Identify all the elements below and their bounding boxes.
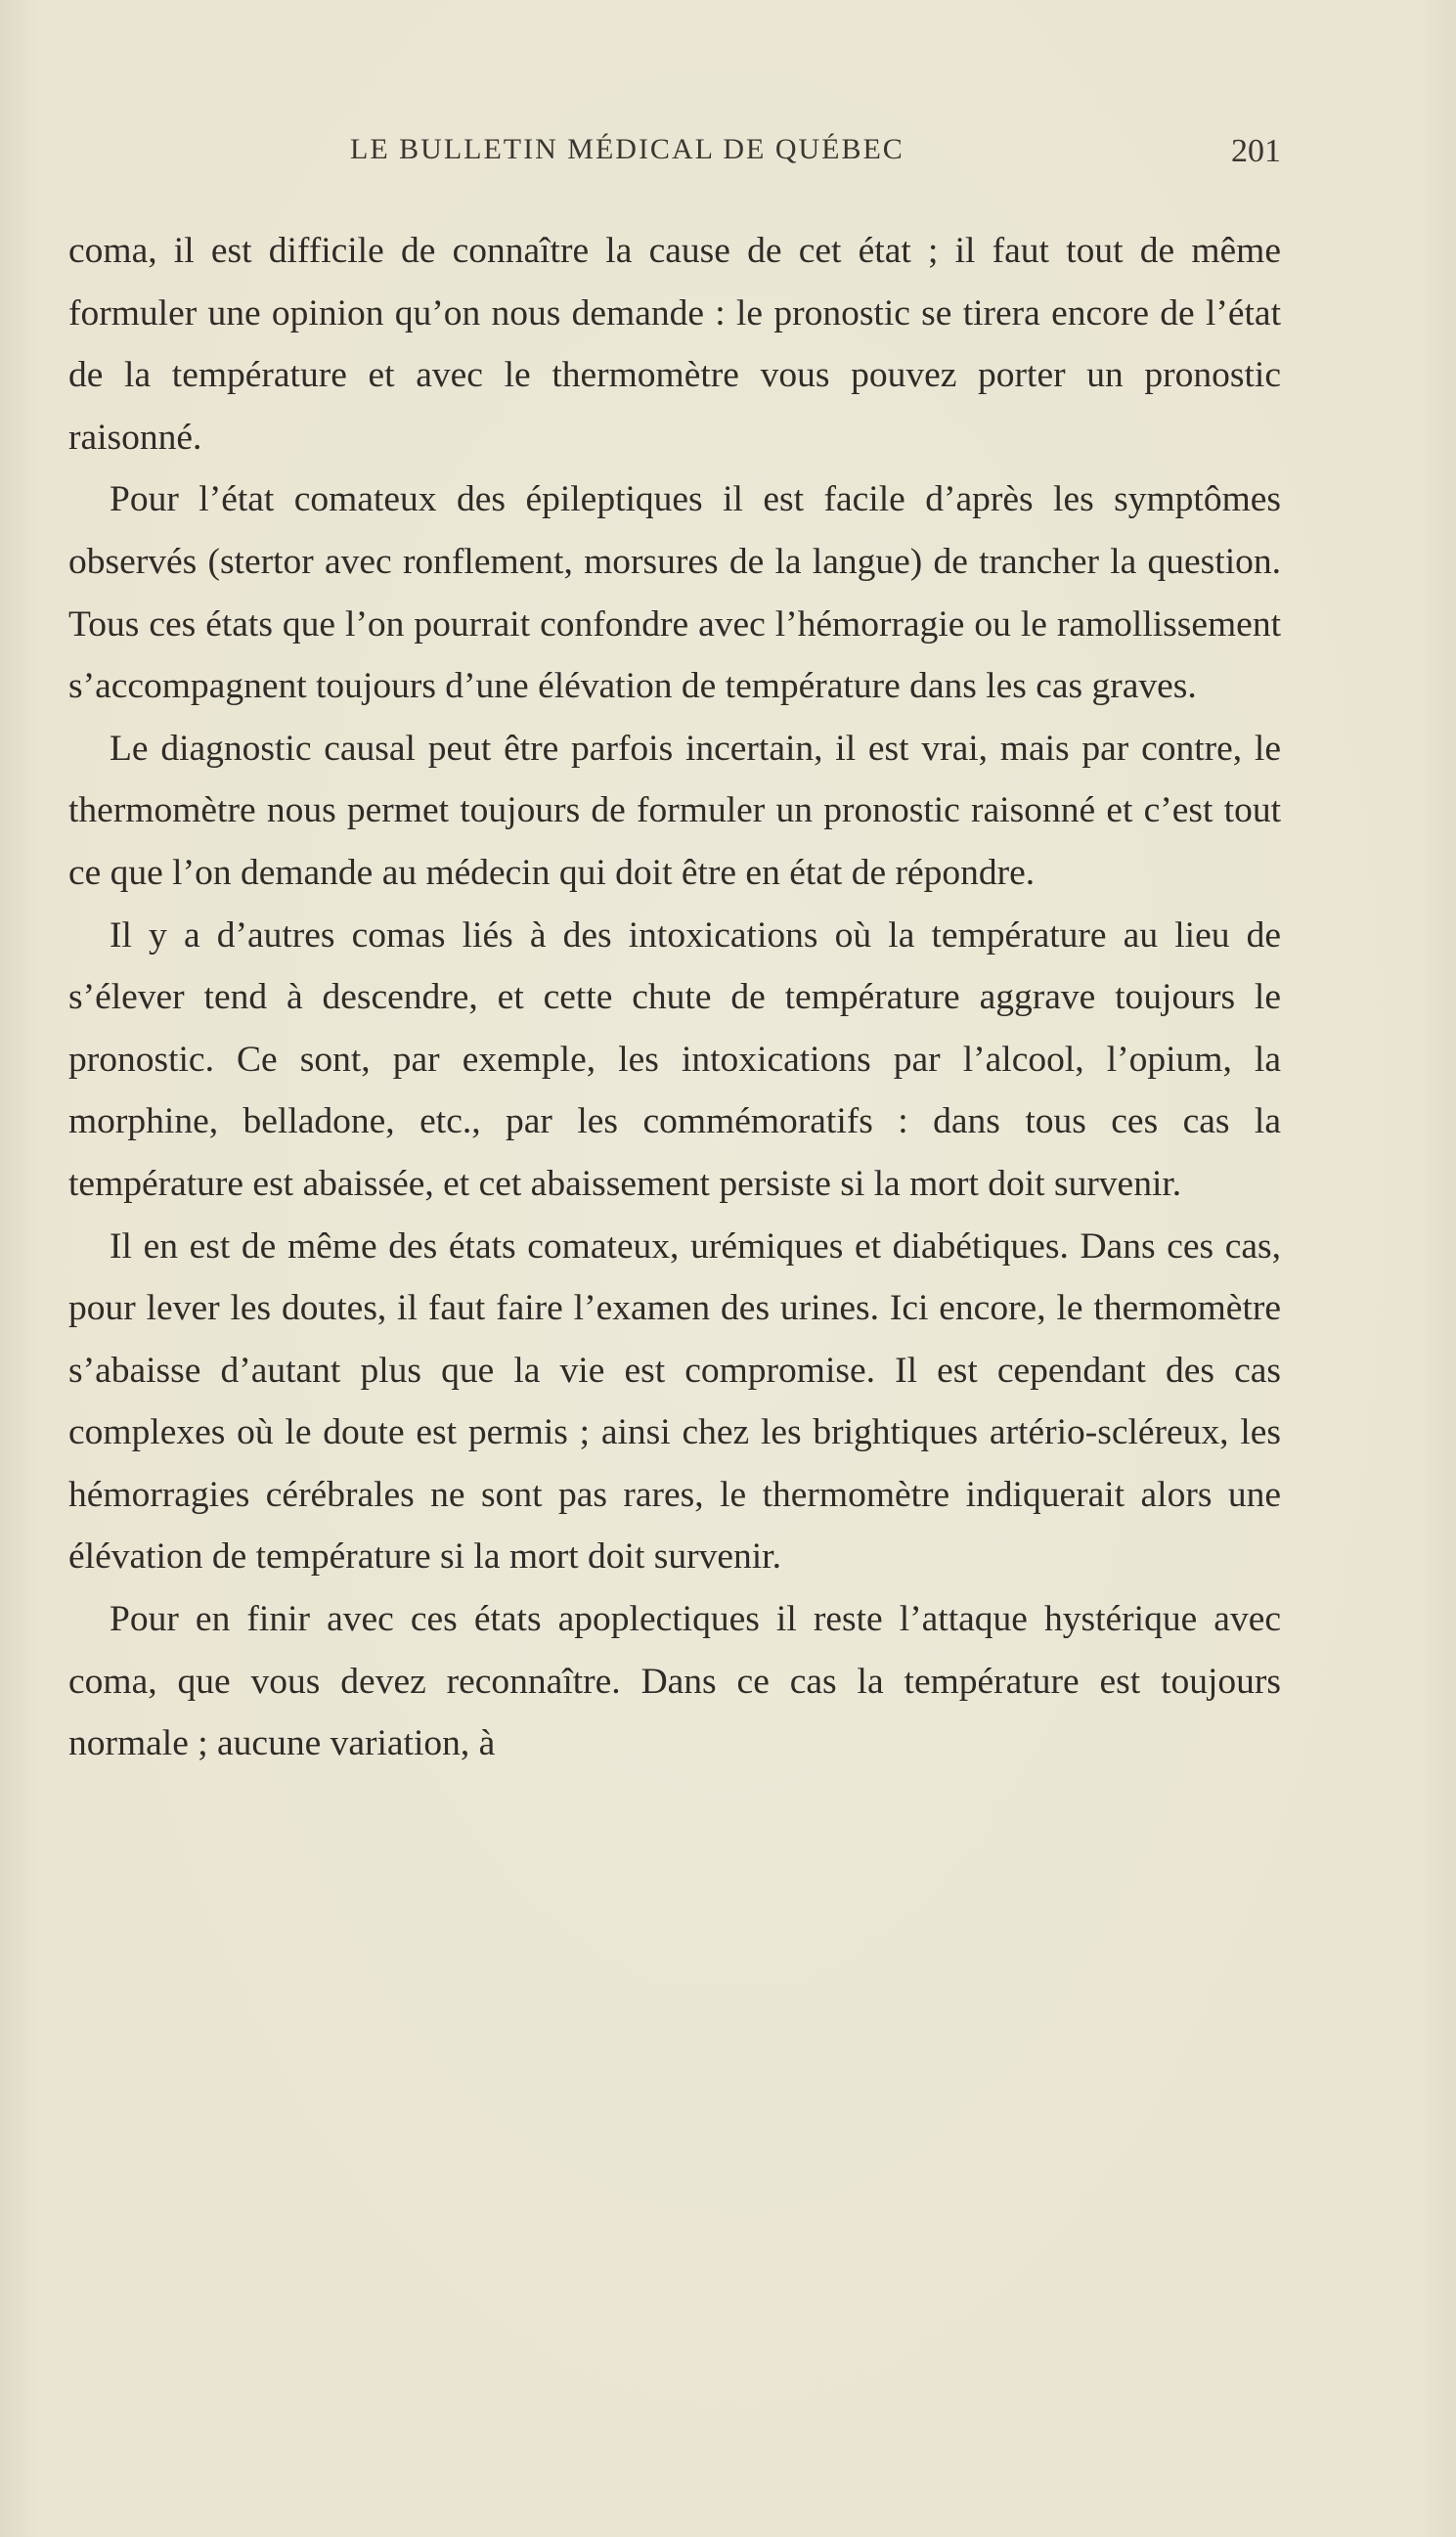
running-head (68, 133, 1281, 182)
paragraph-hysterical-coma: Pour en finir avec ces états apoplectiques il reste l’attaque hystérique avec coma, que vous devez reconnaître. Dans ce cas la température est toujours normale ; aucune variation, à (68, 1599, 1281, 1764)
paragraph-causal-diagnosis: Le diagnostic causal peut être parfois incertain, il est vrai, mais par contre, le thermomètre nous permet toujours de formuler un pronostic raisonné et c’est tout ce que l’on demande au médecin qui doit être en état de répondre. (68, 728, 1281, 893)
paragraph-coma-continued: coma, il est difficile de connaître la cause de cet état ; il faut tout de même formuler une opinion qu’on nous demande : le pronostic se tirera encore de l’état de la température et avec le thermomètre vous pouvez porter un pronostic raisonné. (68, 231, 1281, 458)
body-text (68, 220, 1281, 1775)
paragraph-uremic-diabetic-coma: Il en est de même des états comateux, urémiques et diabétiques. Dans ces cas, pour lever les doutes, il faut faire l’examen des urines. Ici encore, le thermomètre s’abaisse d’autant plus que la vie est compromise. Il est cependant des cas complexes où le doute est permis ; ainsi chez les brightiques artério-scléreux, les hémorragies cérébrales ne sont pas rares, le thermomètre indiquerait alors une élévation de température si la mort doit survenir. (68, 1225, 1281, 1578)
page-number: 201 (1231, 133, 1281, 169)
running-title: LE BULLETIN MÉDICAL DE QUÉBEC (350, 133, 904, 165)
paragraph-intoxication-coma: Il y a d’autres comas liés à des intoxications où la température au lieu de s’élever tend à descendre, et cette chute de température aggrave toujours le pronostic. Ce sont, par exemple, les intoxications par l’alcool, l’opium, la morphine, belladone, etc., par les commémoratifs : dans tous ces cas la température est abaissée, et cet abaissement persiste si la mort doit survenir. (68, 914, 1281, 1204)
paragraph-epileptic-coma: Pour l’état comateux des épileptiques il est facile d’après les symptômes observés (stertor avec ronflement, morsures de la langue) de trancher la question. Tous ces états que l’on pourrait confondre avec l’hémorragie ou le ramollissement s’accompagnent toujours d’une élévation de température dans les cas graves. (68, 479, 1281, 707)
